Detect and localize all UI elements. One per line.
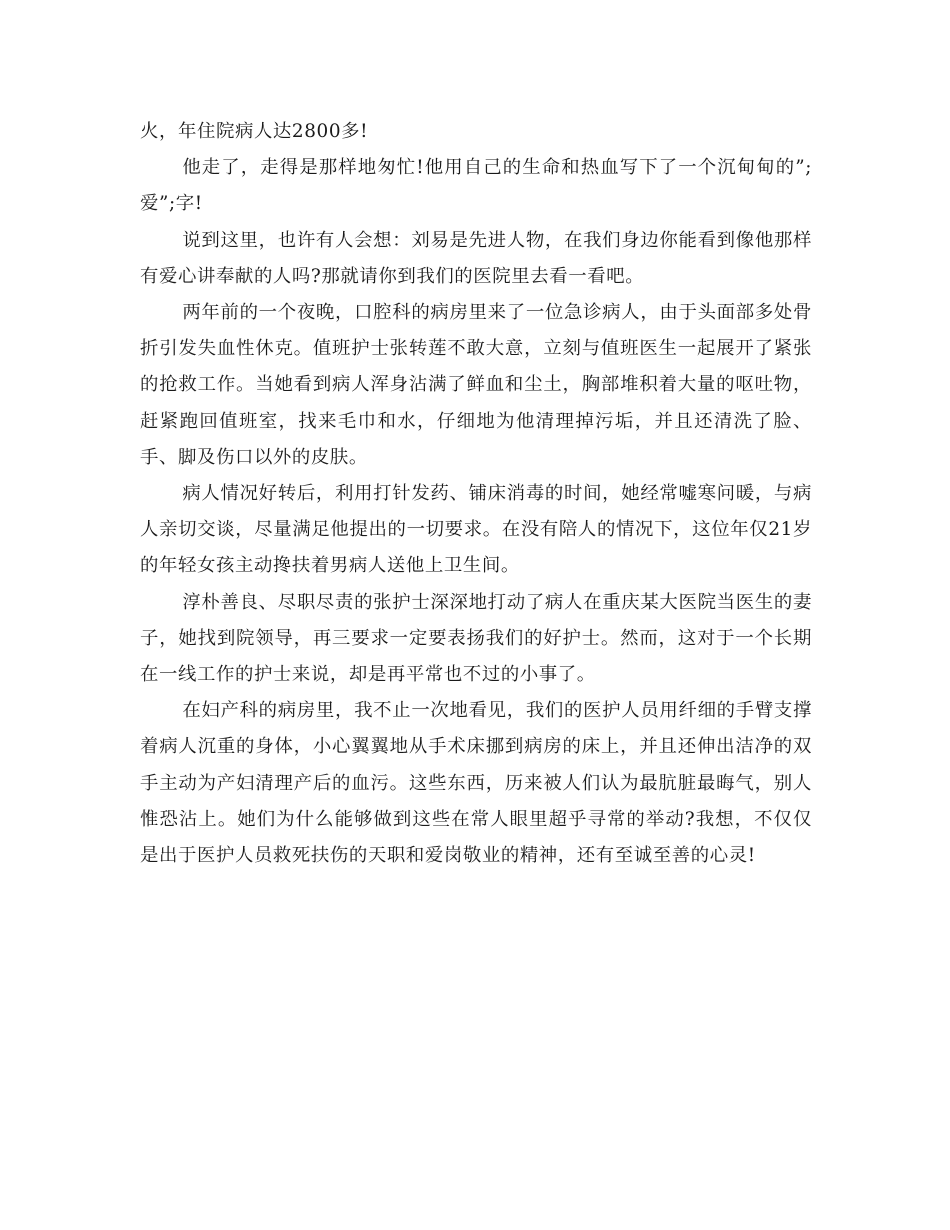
paragraph-continued: 火，年住院病人达2800多!: [140, 121, 369, 142]
paragraph: 他走了，走得是那样地匆忙!他用自己的生命和热血写下了一个沉甸甸的”;爱”;字!: [140, 157, 812, 215]
paragraph: 淳朴善良、尽职尽责的张护士深深地打动了病人在重庆某大医院当医生的妻子，她找到院领导，再三要求一定要表扬我们的好护士。然而，这对于一个长期在一线工作的护士来说，却是再平常也不过的小事了。: [140, 591, 812, 686]
paragraph: 在妇产科的病房里，我不止一次地看见，我们的医护人员用纤细的手臂支撑着病人沉重的身体，小心翼翼地从手术床挪到病房的床上，并且还伸出洁净的双手主动为产妇清理产后的血污。这些东西，历来被人们认为最肮脏最晦气，别人惟恐沾上。她们为什么能够做到这些在常人眼里超乎寻常的举动?我想，不仅仅是出于医护人员救死扶伤的天职和爱岗敬业的精神，还有至诚至善的心灵!: [140, 700, 812, 867]
paragraph: 病人情况好转后，利用打针发药、铺床消毒的时间，她经常嘘寒问暖，与病人亲切交谈，尽量满足他提出的一切要求。在没有陪人的情况下，这位年仅21岁的年轻女孩主动搀扶着男病人送他上卫生间。: [140, 483, 812, 577]
paragraph: 两年前的一个夜晚，口腔科的病房里来了一位急诊病人，由于头面部多处骨折引发失血性休克。值班护士张转莲不敢大意，立刻与值班医生一起展开了紧张的抢救工作。当她看到病人浑身沾满了鲜血和尘土，胸部堆积着大量的呕吐物，赶紧跑回值班室，找来毛巾和水，仔细地为他清理掉污垢，并且还清洗了脸、手、脚及伤口以外的皮肤。: [140, 302, 812, 468]
body-text: [140, 114, 812, 874]
paragraph: 说到这里，也许有人会想：刘易是先进人物，在我们身边你能看到像他那样有爱心讲奉献的人吗?那就请你到我们的医院里去看一看吧。: [140, 229, 812, 287]
